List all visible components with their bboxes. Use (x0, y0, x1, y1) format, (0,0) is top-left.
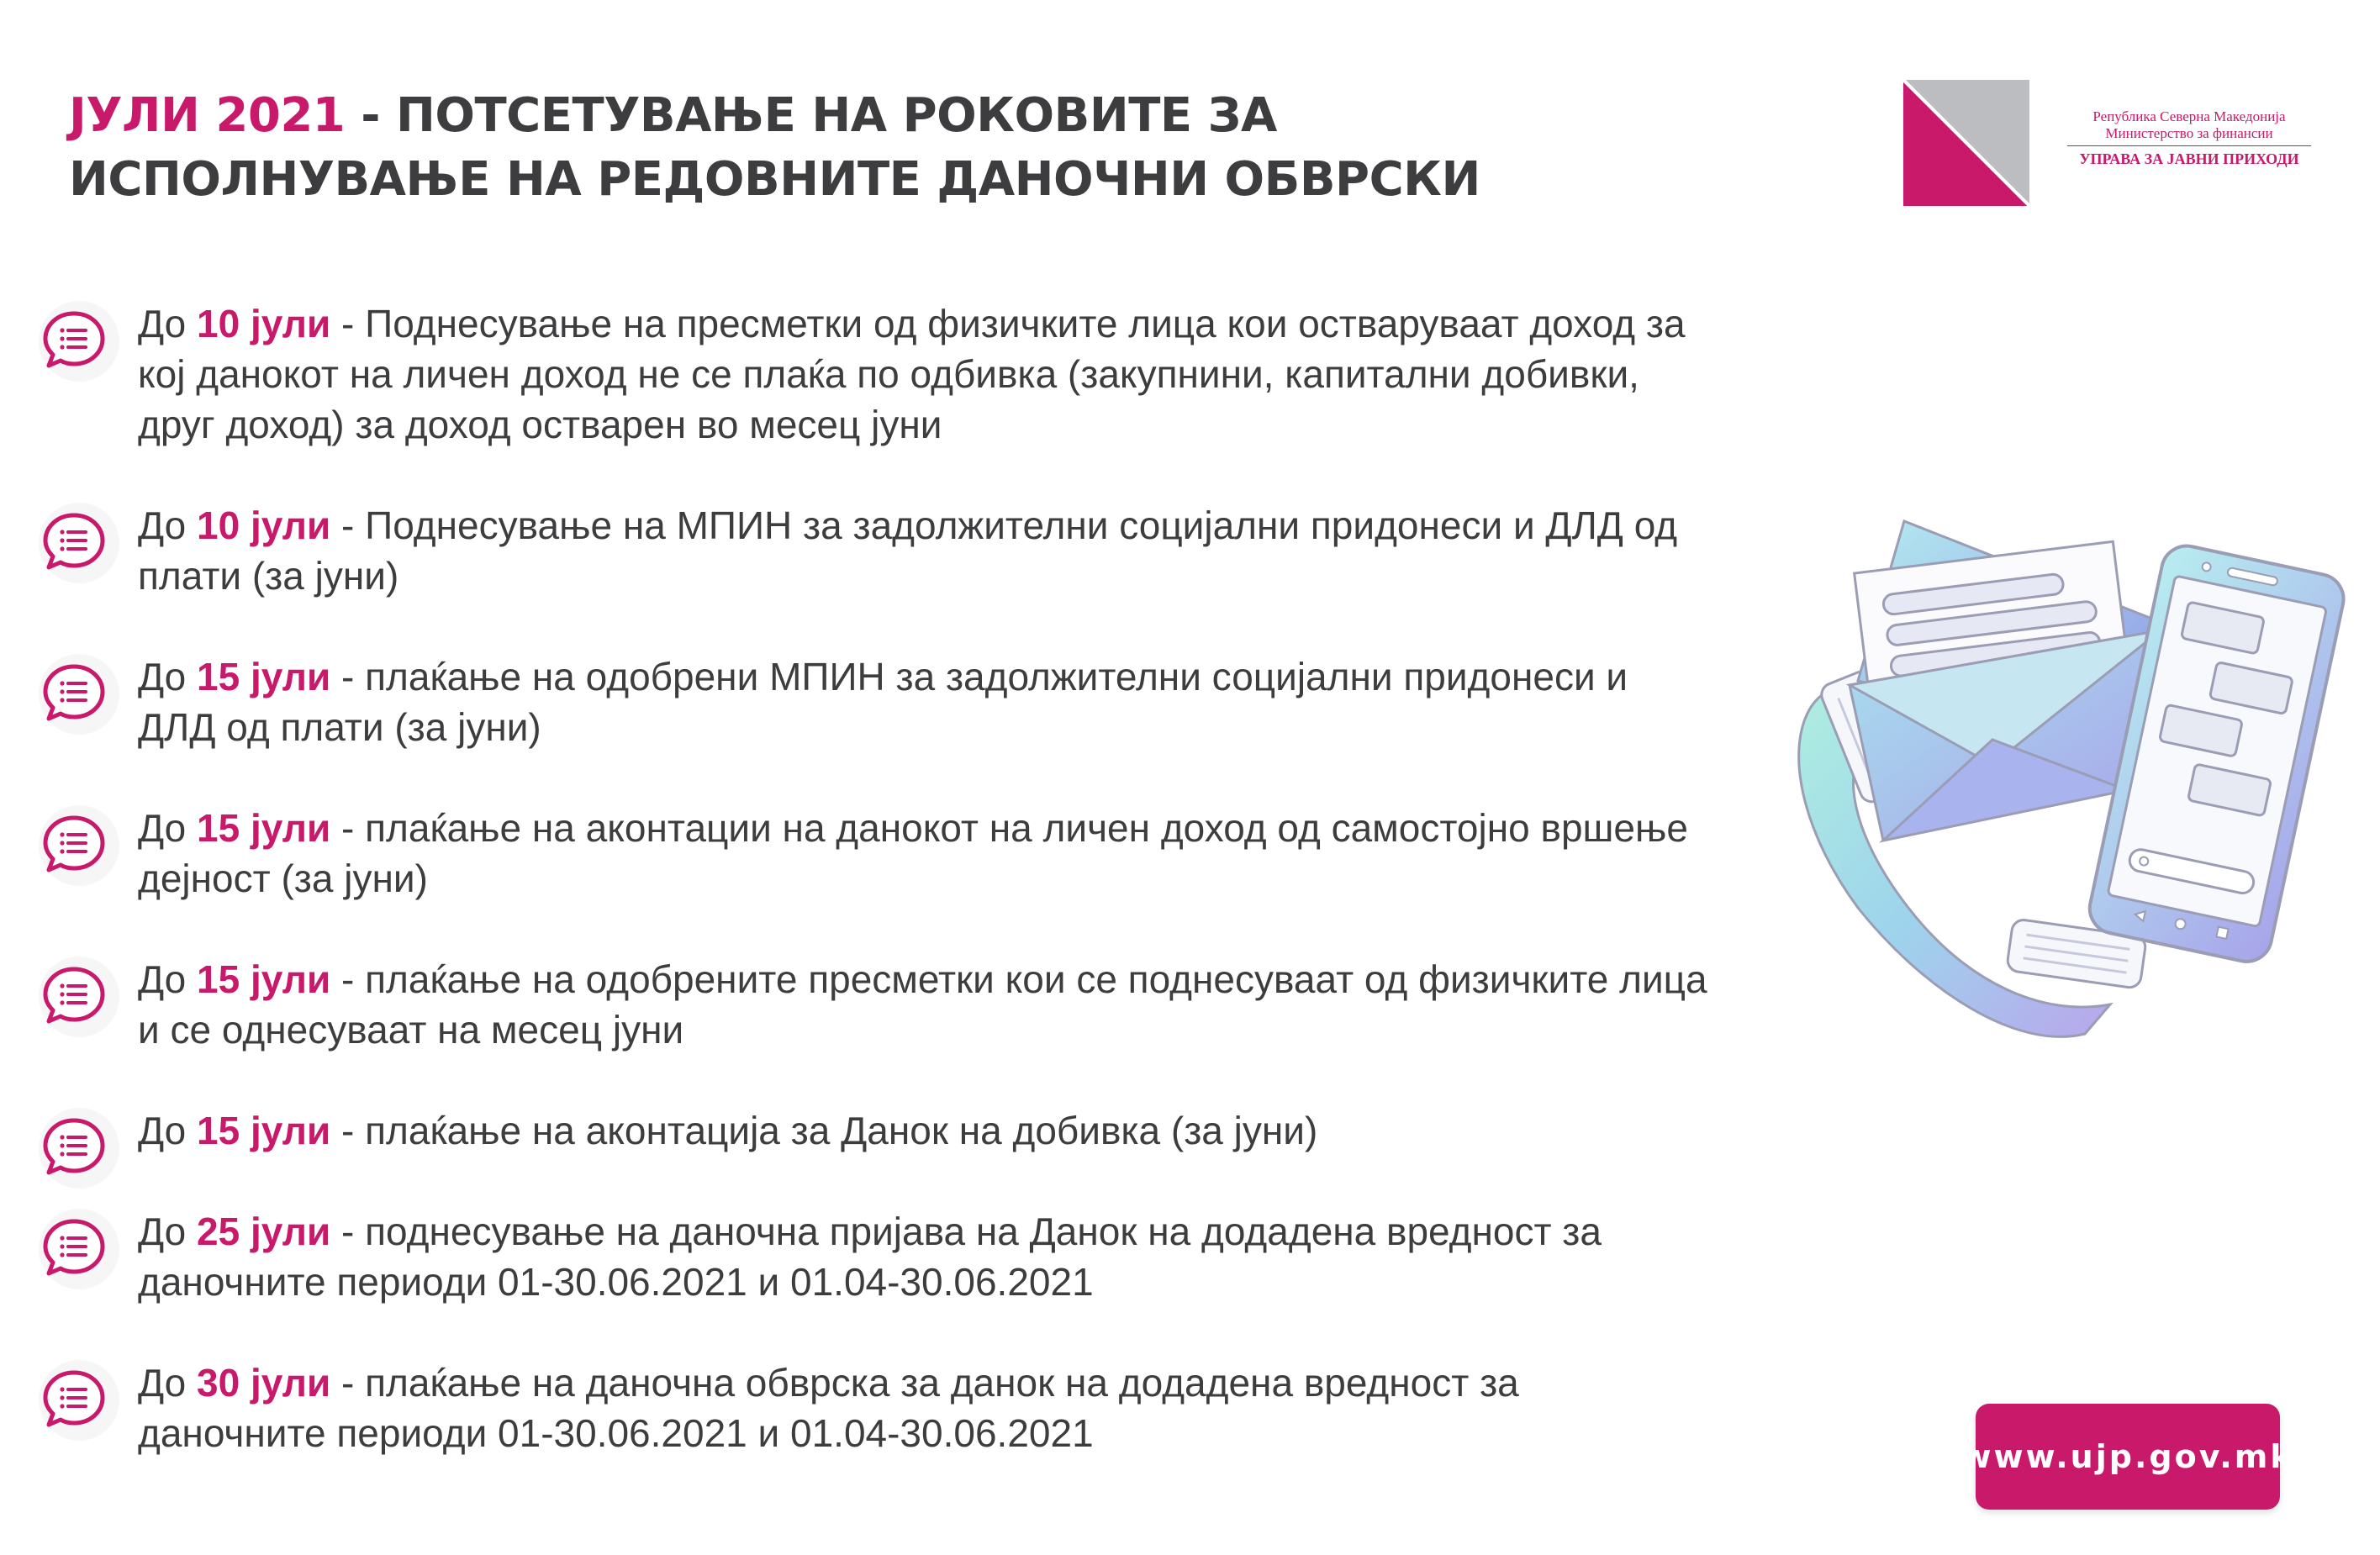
deadline-prefix: До (138, 302, 198, 345)
logo-agency: УПРАВА ЗА ЈАВНИ ПРИХОДИ (2079, 150, 2299, 167)
deadline-description: - Поднесување на МПИН за задолжителни социјални придонеси и ДЛД од плати (за јуни) (138, 503, 1678, 598)
deadline-date: 15 јули (197, 1109, 331, 1152)
deadline-prefix: До (138, 957, 198, 1001)
page-title (69, 84, 1480, 212)
logo-emblem-icon (1903, 80, 2029, 206)
deadline-prefix: До (138, 806, 198, 850)
logo-divider (2067, 145, 2311, 146)
chat-bubble-list-icon (30, 1102, 123, 1194)
deadline-item (30, 1105, 1712, 1194)
deadline-item (30, 651, 1712, 752)
deadline-prefix: До (138, 503, 198, 547)
chat-bubble-list-icon (30, 799, 123, 892)
deadline-item (30, 1206, 1712, 1307)
deadline-prefix: До (138, 655, 198, 698)
phone-envelope-smartphone-illustration (1690, 513, 2362, 1067)
title-month: ЈУЛИ 2021 (69, 88, 346, 143)
deadline-item (30, 500, 1712, 601)
deadline-item (30, 1357, 1712, 1458)
deadline-date: 25 јули (197, 1210, 331, 1253)
deadline-item (30, 954, 1712, 1055)
deadline-item (30, 803, 1712, 904)
title-line1-rest: - ПОТСЕТУВАЊЕ НА РОКОВИТЕ ЗА (345, 88, 1277, 143)
deadline-description: - плаќање на одобрените пресметки кои се поднесуваат од физичките лица и се однесуваат на месец јуни (138, 957, 1707, 1052)
deadline-description: - поднесување на даночна пријава на Данок на додадена вредност за даночните периоди 01-30.06.2021 и 01.04-30.06.2021 (138, 1210, 1602, 1304)
deadline-text (138, 803, 1710, 904)
deadline-prefix: До (138, 1361, 198, 1405)
deadline-text (138, 298, 1710, 450)
deadline-text (138, 1206, 1710, 1307)
deadline-item (30, 298, 1712, 450)
deadline-text (138, 500, 1710, 601)
deadline-prefix: До (138, 1109, 198, 1152)
deadline-date: 15 јули (197, 806, 331, 850)
deadline-description: - плаќање на даночна обврска за данок на додадена вредност за даночните периоди 01-30.06.2021 и 01.04-30.06.2021 (138, 1361, 1519, 1455)
deadline-description: - плаќање на одобрени МПИН за задолжителни социјални придонеси и ДЛД од плати (за јуни) (138, 655, 1628, 749)
deadline-text (138, 1357, 1710, 1458)
deadline-text (138, 651, 1710, 752)
deadline-date: 15 јули (197, 957, 331, 1001)
deadline-description: - Поднесување на пресметки од физичките лица кои остваруваат доход за кој данокот на личен доход не се плаќа по одбивка (закупнини, капитални добивки, друг доход) за доход остварен во месец јуни (138, 302, 1686, 446)
chat-bubble-list-icon (30, 1203, 123, 1295)
website-link-button[interactable]: www.ujp.gov.mk (1976, 1404, 2280, 1510)
title-line2: ИСПОЛНУВАЊЕ НА РЕДОВНИТЕ ДАНОЧНИ ОБВРСКИ (69, 152, 1480, 207)
chat-bubble-list-icon (30, 295, 123, 387)
chat-bubble-list-icon (30, 497, 123, 589)
logo-ministry: Министерство за финансии (2105, 125, 2273, 141)
deadline-date: 15 јули (197, 655, 331, 698)
deadline-text (138, 1105, 1710, 1156)
deadline-text (138, 954, 1710, 1055)
logo-country: Република Северна Македонија (2092, 108, 2286, 124)
deadline-date: 30 јули (197, 1361, 331, 1405)
chat-bubble-list-icon (30, 648, 123, 741)
deadline-date: 10 јули (197, 302, 331, 345)
deadline-description: - плаќање на аконтации на данокот на личен доход од самостојно вршење дејност (за јуни) (138, 806, 1688, 900)
deadline-description: - плаќање на аконтација за Данок на добивка (за јуни) (330, 1109, 1318, 1152)
chat-bubble-list-icon (30, 951, 123, 1043)
ujp-logo (1903, 80, 2332, 206)
chat-bubble-list-icon (30, 1354, 123, 1447)
deadline-prefix: До (138, 1210, 198, 1253)
deadline-date: 10 јули (197, 503, 331, 547)
